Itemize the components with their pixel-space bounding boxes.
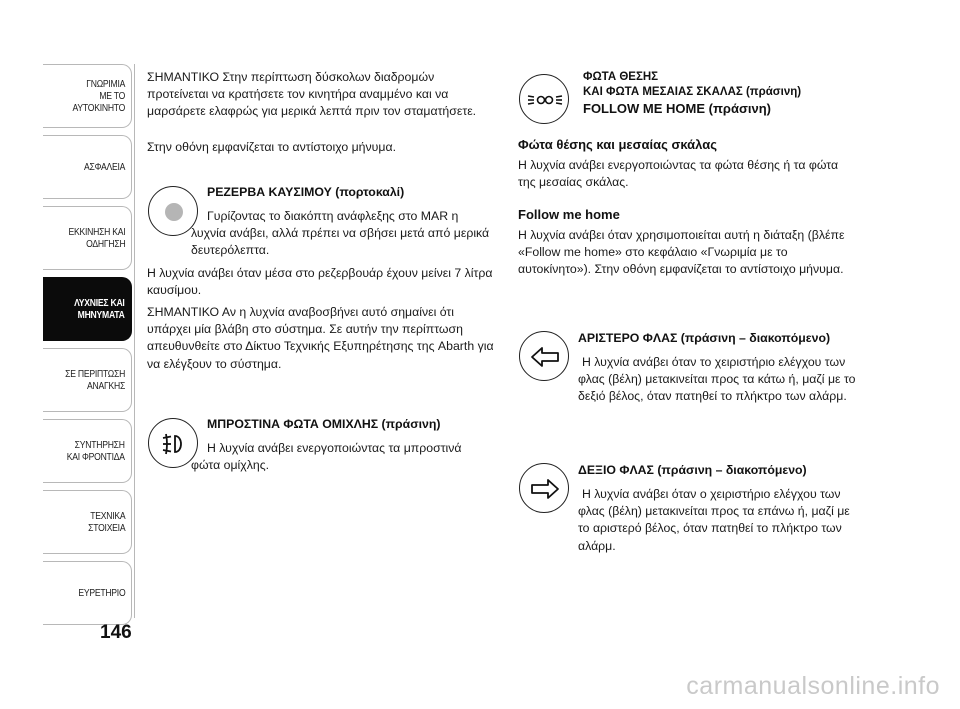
tab-maintenance[interactable]: ΣΥΝΤΗΡΗΣΗ ΚΑΙ ΦΡΟΝΤΙΔΑ — [43, 419, 132, 483]
fuel-reserve-text: Γυρίζοντας το διακόπτη ανάφλεξης στο MAR η λυχνία ανάβει, αλλά πρέπει να σβήσει μετά από μερικά δευτερόλεπτα. — [191, 209, 490, 258]
tab-safety[interactable]: ΑΣΦΑΛΕΙΑ — [43, 135, 132, 199]
left-turn-text: Η λυχνία ανάβει όταν το χειριστήριο ελέγχου των φλας (βέλη) μετακινείται προς τα κάτω ή, μαζί με το δεξιό βέλος, όταν πατηθεί το πλήκτρο των αλάρμ. — [578, 355, 856, 404]
fog-light-title: ΜΠΡΟΣΤΙΝΑ ΦΩΤΑ ΟΜΙΧΛΗΣ (πράσινη) — [207, 417, 441, 431]
position-lights-icon — [519, 74, 569, 124]
follow-me-home-subtitle: Follow me home — [518, 207, 620, 222]
follow-me-home-text: Η λυχνία ανάβει όταν χρησιμοποιείται αυτή η διάταξη (βλέπε «Follow me home» στο κεφάλαιο «Γνωριμία με το αυτοκίνητο»). Στην οθόνη εμφανίζεται το αντίστοιχο μήνυμα. — [518, 228, 845, 277]
fog-light-text: Η λυχνία ανάβει ενεργοποιώντας τα μπροστινά φώτα ομίχλης. — [191, 441, 462, 473]
right-turn-title: ΔΕΞΙΟ ΦΛΑΣ (πράσινη – διακοπόμενο) — [578, 463, 807, 477]
position-lights-title-1: ΦΩΤΑ ΘΕΣΗΣ — [583, 71, 659, 83]
tab-emergency[interactable]: ΣΕ ΠΕΡΙΠΤΩΣΗ ΑΝΑΓΚΗΣ — [43, 348, 132, 412]
tab-warning-lights[interactable]: ΛΥΧΝΙΕΣ ΚΑΙ ΜΗΝΥΜΑΤΑ — [43, 277, 132, 341]
intro-paragraph: ΣΗΜΑΝΤΙΚΟ Στην περίπτωση δύσκολων διαδρομών προτείνεται να κρατήσετε τον κινητήρα αναμμένο και να μαρσάρετε ελαφρώς για μερικά λεπτά πριν τον σταματήσετε. — [147, 70, 477, 119]
position-lights-title-2: ΚΑΙ ΦΩΤΑ ΜΕΣΑΙΑΣ ΣΚΑΛΑΣ (πράσινη) — [583, 86, 802, 98]
watermark: carmanualsonline.info — [686, 672, 940, 700]
tab-index[interactable]: ΕΥΡΕΤΗΡΙΟ — [43, 561, 132, 625]
page-number: 146 — [100, 622, 132, 643]
intro-message-paragraph: Στην οθόνη εμφανίζεται το αντίστοιχο μήνυμα. — [147, 140, 396, 154]
fuel-reserve-important: ΣΗΜΑΝΤΙΚΟ Αν η λυχνία αναβοσβήνει αυτό σημαίνει ότι υπάρχει μία βλάβη στο σύστημα. Σε αυτήν την περίπτωση απευθυνθείτε στο Δίκτυο Τεχνικής Εξυπηρέτησης της Abarth για να ελέγξουν το σύστημα. — [147, 305, 494, 371]
position-lights-text: Η λυχνία ανάβει ενεργοποιώντας τα φώτα θέσης ή τα φώτα της μεσαίας σκάλας. — [518, 158, 839, 190]
fuel-reserve-paragraph: Η λυχνία ανάβει όταν μέσα στο ρεζερβουάρ έχουν μείνει 7 λίτρα καυσίμου. — [147, 266, 493, 298]
tab-starting-driving[interactable]: ΕΚΚΙΝΗΣΗ ΚΑΙ ΟΔΗΓΗΣΗ — [43, 206, 132, 270]
follow-me-home-title: FOLLOW ME HOME (πράσινη) — [583, 101, 771, 116]
left-turn-title: ΑΡΙΣΤΕΡΟ ΦΛΑΣ (πράσινη – διακοπόμενο) — [578, 331, 831, 345]
tab-divider-line — [134, 64, 135, 618]
tab-introduction[interactable]: ΓΝΩΡΙΜΙΑ ΜΕ ΤΟ ΑΥΤΟΚΙΝΗΤΟ — [43, 64, 132, 128]
tab-technical-data[interactable]: ΤΕΧΝΙΚΑ ΣΤΟΙΧΕΙΑ — [43, 490, 132, 554]
position-lights-subtitle: Φώτα θέσης και μεσαίας σκάλας — [518, 137, 717, 152]
right-turn-text: Η λυχνία ανάβει όταν ο χειριστήριο ελέγχου των φλας (βέλη) μετακινείται προς τα επάνω ή, μαζί με το αριστερό βέλος, όταν πατηθεί το πλήκτρο των αλάρμ. — [578, 487, 850, 553]
fuel-reserve-title: ΡΕΖΕΡΒΑ ΚΑΥΣΙΜΟΥ (πορτοκαλί) — [207, 185, 405, 199]
